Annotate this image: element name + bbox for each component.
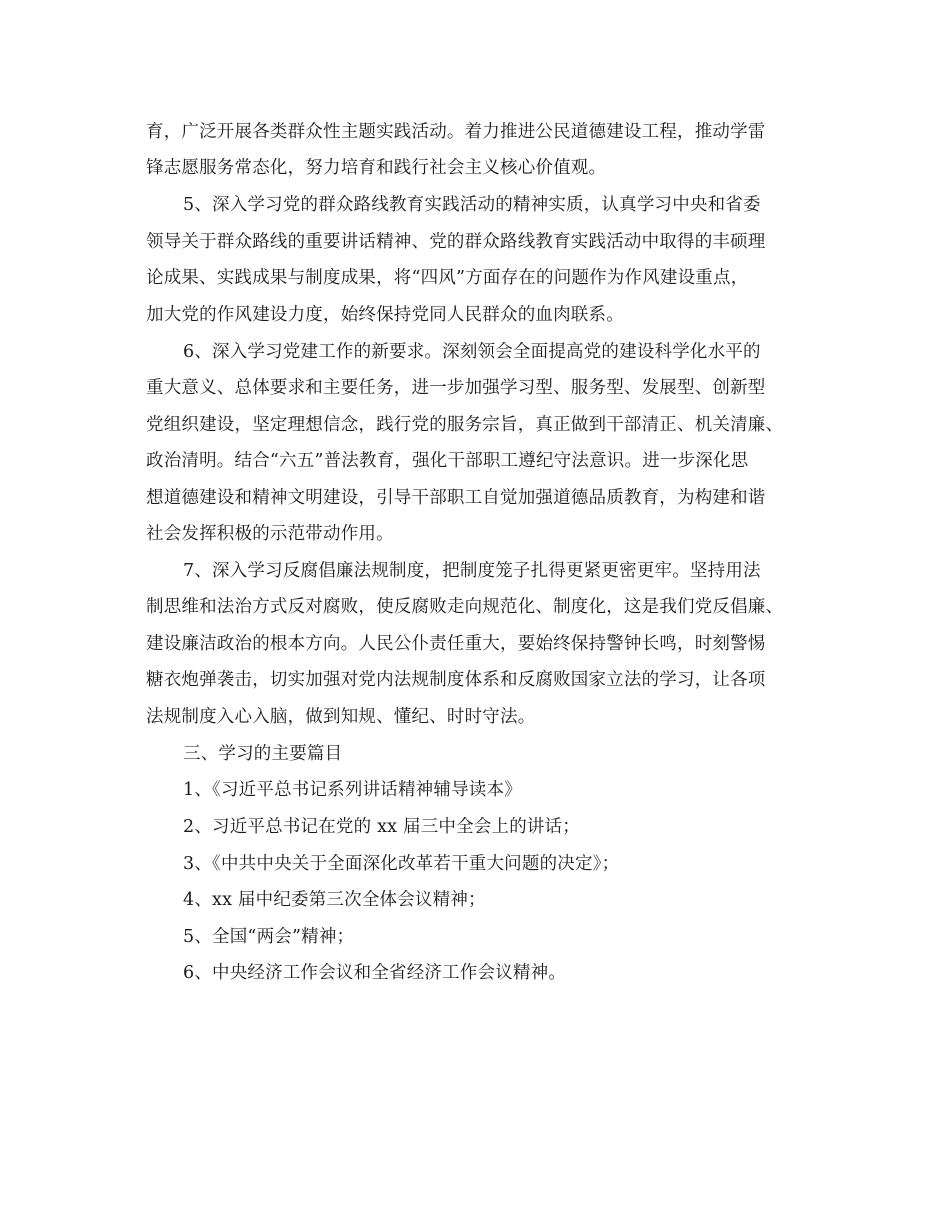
text-line: 论成果、实践成果与制度成果，将“四风”方面存在的问题作为作风建设重点， (146, 268, 749, 288)
list-item: 5、全国“两会”精神； (183, 927, 355, 947)
paragraph-6-start: 6、深入学习党建工作的新要求。深刻领会全面提高党的建设科学化水平的 (183, 342, 761, 362)
text-line: 加大党的作风建设力度，始终保持党同人民群众的血肉联系。 (146, 305, 624, 325)
paragraph-5-start: 5、深入学习党的群众路线教育实践活动的精神实质，认真学习中央和省委 (183, 195, 761, 215)
list-item: 1、《习近平总书记系列讲话精神辅导读本》 (183, 780, 522, 800)
text-line: 锋志愿服务常态化，努力培育和践行社会主义核心价值观。 (146, 158, 607, 178)
text-line: 社会发挥积极的示范带动作用。 (146, 524, 394, 544)
list-item: 2、习近平总书记在党的 xx 届三中全会上的讲话； (183, 817, 580, 837)
section-heading: 三、学习的主要篇目 (183, 744, 343, 764)
text-line: 重大意义、总体要求和主要任务，进一步加强学习型、服务型、发展型、创新型 (146, 378, 766, 398)
text-line: 领导关于群众路线的重要讲话精神、党的群众路线教育实践活动中取得的丰硕理 (146, 232, 766, 252)
text-line: 政治清明。结合“六五”普法教育，强化干部职工遵纪守法意识。进一步深化思 (146, 451, 749, 471)
list-item: 4、xx 届中纪委第三次全体会议精神； (183, 890, 486, 910)
text-line: 糖衣炮弹袭击，切实加强对党内法规制度体系和反腐败国家立法的学习，让各项 (146, 670, 766, 690)
text-line: 建设廉洁政治的根本方向。人民公仆责任重大，要始终保持警钟长鸣，时刻警惕 (146, 634, 766, 654)
paragraph-7-start: 7、深入学习反腐倡廉法规制度，把制度笼子扎得更紧更密更牢。坚持用法 (183, 561, 761, 581)
text-line: 党组织建设，坚定理想信念，践行党的服务宗旨，真正做到干部清正、机关清廉、 (146, 415, 784, 435)
text-line: 法规制度入心入脑，做到知规、懂纪、时时守法。 (146, 707, 536, 727)
text-line: 想道德建设和精神文明建设，引导干部职工自觉加强道德品质教育，为构建和谐 (146, 488, 766, 508)
list-item: 6、中央经济工作会议和全省经济工作会议精神。 (183, 963, 567, 983)
text-line: 育，广泛开展各类群众性主题实践活动。着力推进公民道德建设工程，推动学雷 (146, 122, 766, 142)
text-line: 制思维和法治方式反对腐败，使反腐败走向规范化、制度化，这是我们党反倡廉、 (146, 597, 784, 617)
list-item: 3、《中共中央关于全面深化改革若干重大问题的决定》； (183, 854, 620, 874)
